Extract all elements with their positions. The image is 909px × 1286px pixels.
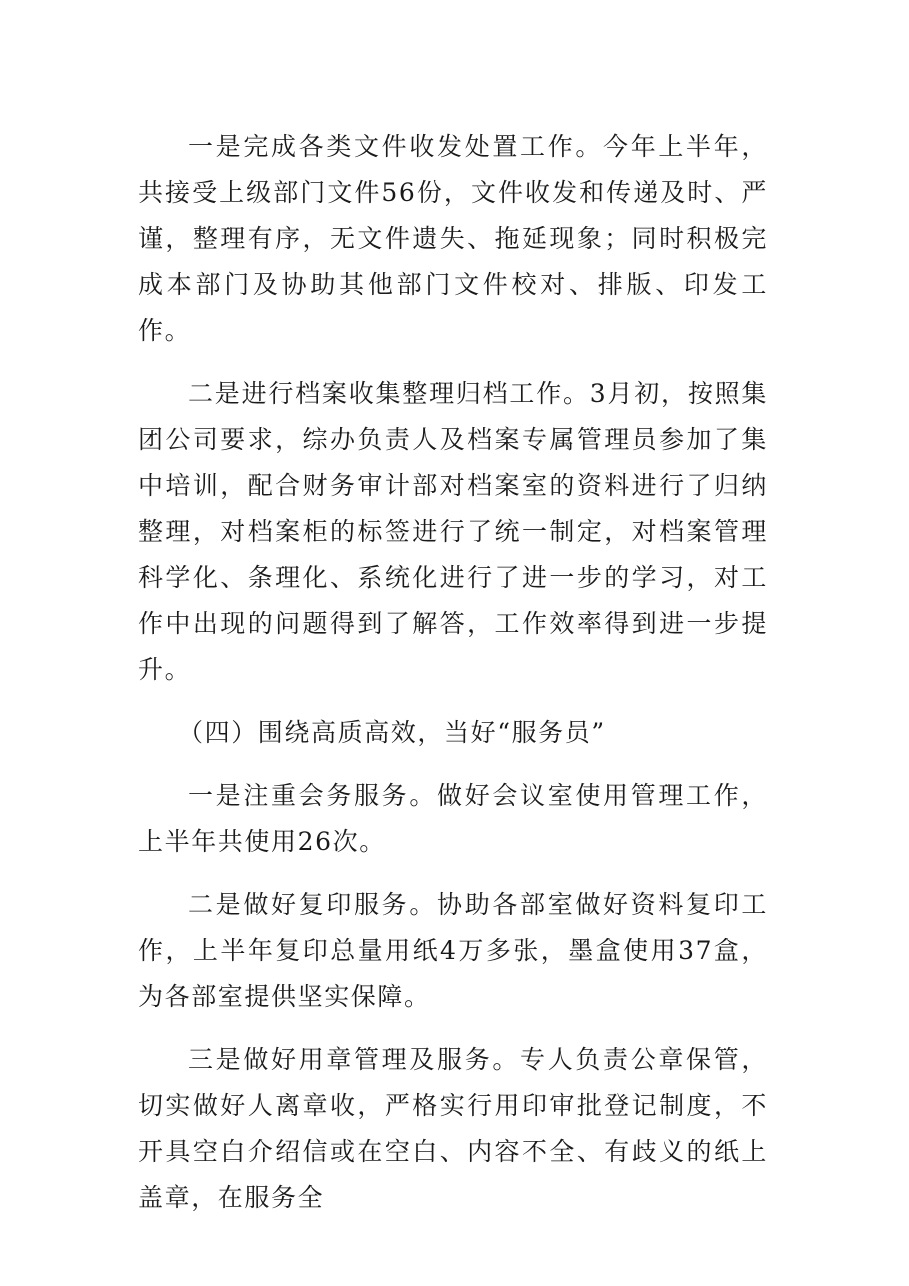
section-heading-service: （四）围绕高质高效，当好“服务员” — [178, 718, 606, 747]
document-body — [138, 124, 768, 1238]
paragraph-seal-management: 三是做好用章管理及服务。专人负责公章保管，切实做好人离章收，严格实行用印审批登记制度，不开具空白介绍信或在空白、内容不全、有歧义的纸上盖章，在服务全 — [138, 1045, 768, 1212]
paragraph-meeting-service: 一是注重会务服务。做好会议室使用管理工作，上半年共使用26次。 — [138, 781, 768, 856]
paragraph-copy-service: 二是做好复印服务。协助各部室做好资料复印工作，上半年复印总量用纸4万多张，墨盒使用37盒，为各部室提供坚实保障。 — [138, 890, 768, 1011]
paragraph-document-processing: 一是完成各类文件收发处置工作。今年上半年，共接受上级部门文件56份，文件收发和传递及时、严谨，整理有序，无文件遗失、拖延现象；同时积极完成本部门及协助其他部门文件校对、排版、印发工作。 — [138, 132, 768, 345]
paragraph-archive-management: 二是进行档案收集整理归档工作。3月初，按照集团公司要求，综办负责人及档案专属管理员参加了集中培训，配合财务审计部对档案室的资料进行了归纳整理，对档案柜的标签进行了统一制定，对档案管理科学化、条理化、系统化进行了进一步的学习，对工作中出现的问题得到了解答，工作效率得到进一步提升。 — [138, 379, 768, 684]
